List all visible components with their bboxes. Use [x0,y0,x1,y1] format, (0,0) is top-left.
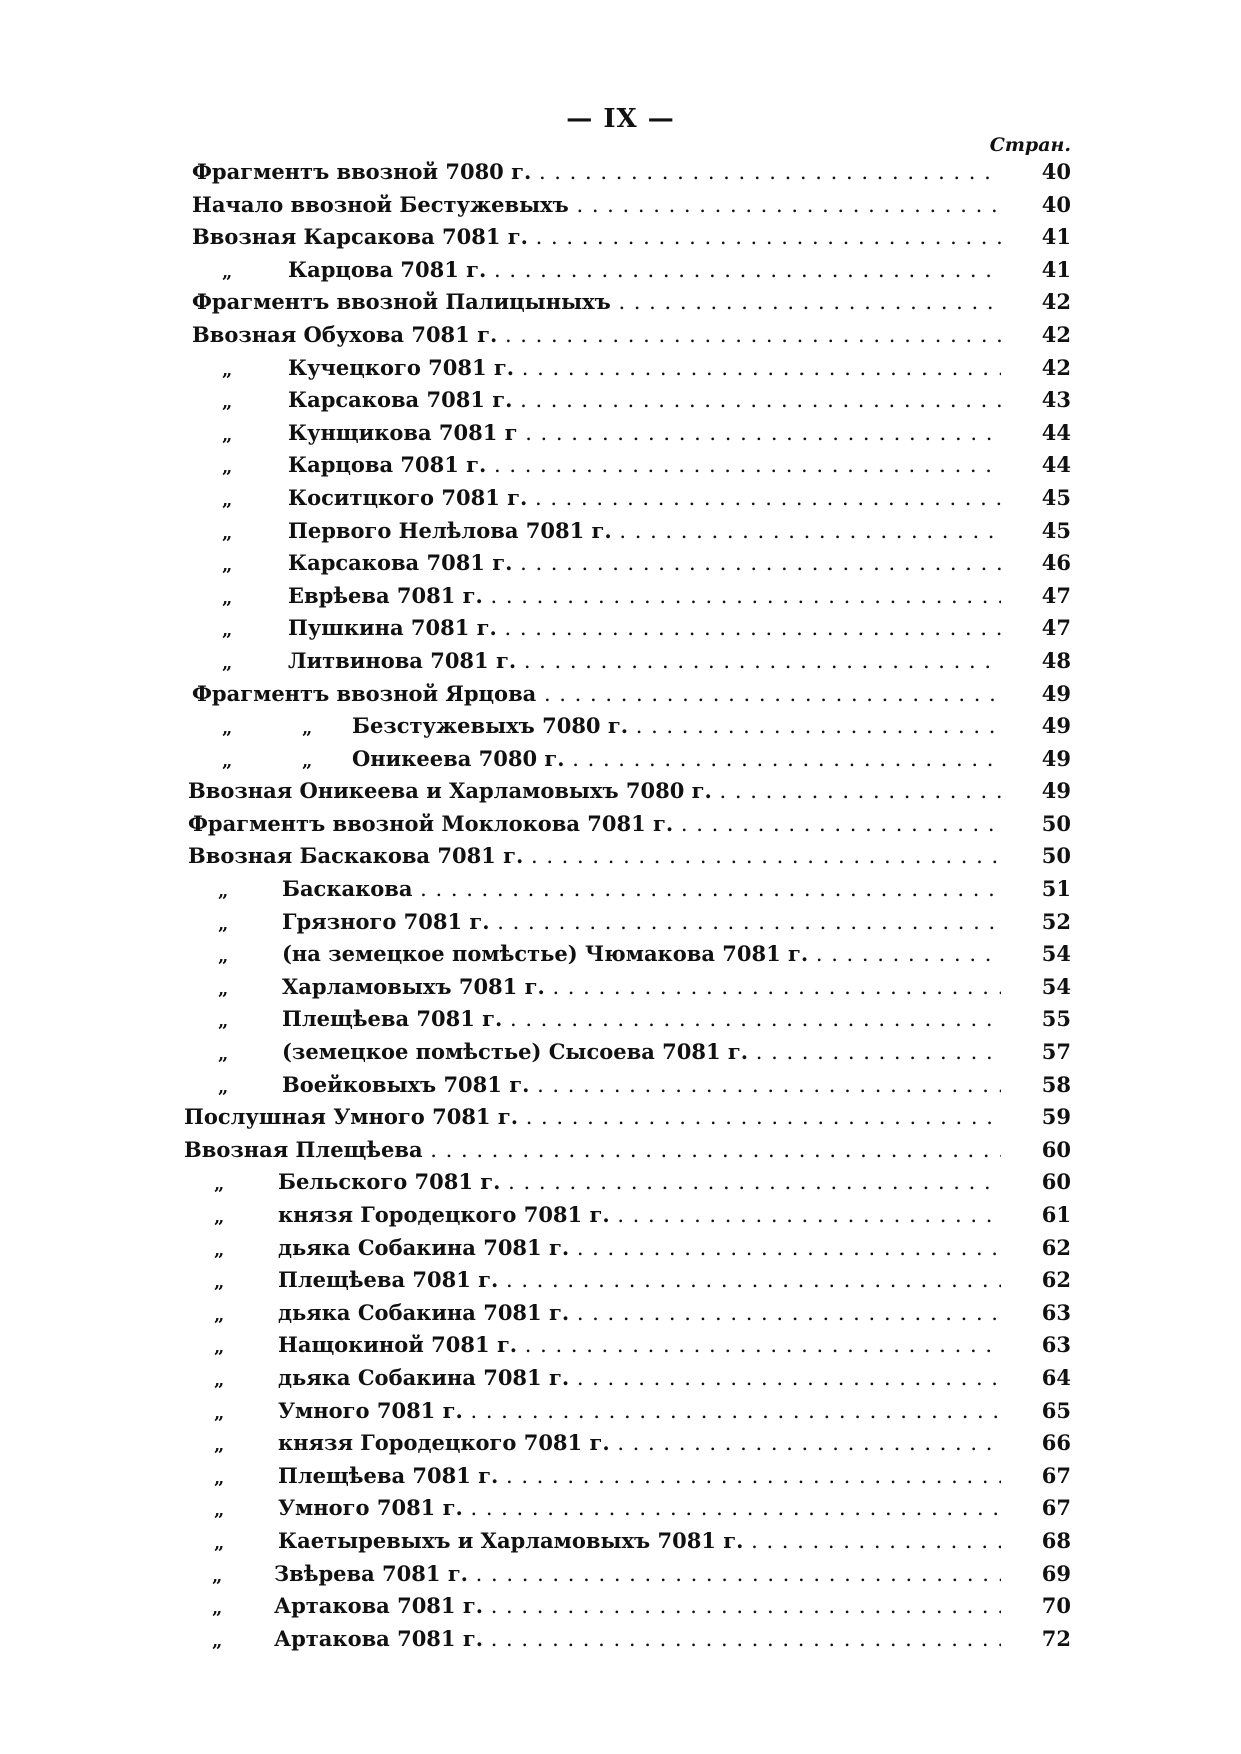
toc-entry-title: Баскакова . . . [282,873,1001,906]
toc-entry [0,1036,1241,1069]
ditto-mark: „ [218,1044,229,1066]
toc-entry [0,678,1241,711]
ditto-mark: „ [218,881,229,903]
toc-entry-page-number: 45 [1041,517,1071,543]
toc-entry-title: Звѣрева 7081 г. . . . [274,1558,1001,1591]
toc-entry-page-number: 49 [1041,778,1071,804]
ditto-mark: „ [222,489,233,511]
toc-entry-title: Фрагментъ ввозной Палицыныхъ . . . [192,286,1001,319]
toc-entry [0,449,1241,482]
toc-entry-page-number: 47 [1041,582,1071,608]
toc-entry-title: Фрагментъ ввозной Ярцова . . . [192,678,1001,711]
ditto-mark: „ [214,1337,225,1359]
ditto-mark: „ [222,555,233,577]
toc-entry-title: Харламовыхъ 7081 г. . . . [282,971,1001,1004]
ditto-mark: „ [222,620,233,642]
toc-entry-title: князя Городецкого 7081 г. . . . [278,1427,1001,1460]
toc-entry-page-number: 44 [1041,419,1071,445]
ditto-mark: „ [222,718,233,740]
toc-entry [0,319,1241,352]
toc-entry-page-number: 41 [1041,224,1071,250]
toc-entry-page-number: 46 [1041,550,1071,576]
ditto-mark: „ [218,1011,229,1033]
toc-entry-page-number: 47 [1041,615,1071,641]
toc-entry-title: Коситцкого 7081 г. . . . [288,482,1001,515]
toc-entry-title: Артакова 7081 г. . . . [274,1590,1001,1623]
toc-entry [0,1329,1241,1362]
toc-entry [0,938,1241,971]
toc-entry-page-number: 61 [1041,1202,1071,1227]
ditto-mark: „ [218,978,229,1000]
toc-entry-page-number: 60 [1041,1169,1071,1195]
toc-entry-page-number: 54 [1041,941,1071,967]
toc-entry-title: дьяка Собакина 7081 г. . . . [278,1297,1001,1330]
ditto-mark: „ [218,946,229,968]
toc-entry-title: Плещѣева 7081 г. . . . [282,1003,1001,1036]
toc-entry-title: Ввозная Плещѣева . . . [184,1134,1001,1167]
ditto-mark: „ [214,1207,225,1228]
toc-entry-page-number: 67 [1041,1495,1071,1521]
table-of-contents [0,156,1241,1655]
toc-entry [0,384,1241,417]
toc-entry-title: Карцова 7081 г. . . . [288,449,1001,482]
toc-entry-page-number: 72 [1041,1625,1071,1651]
toc-entry [0,221,1241,254]
toc-entry-page-number: 67 [1041,1462,1071,1488]
toc-entry-page-number: 40 [1041,191,1071,217]
toc-entry-title: Плещѣева 7081 г. . . . [278,1460,1001,1493]
toc-entry-title: Оникеева 7080 г. . . . [352,743,1001,776]
ditto-mark: „ [222,261,233,283]
toc-entry [0,1264,1241,1297]
toc-entry-title: Ввозная Карсакова 7081 г. . . . [192,221,1001,254]
toc-entry-title: Фрагментъ ввозной Моклокова 7081 г. . . . [188,808,1001,841]
toc-entry [0,482,1241,515]
ditto-mark: „ [214,1402,225,1424]
toc-entry-page-number: 40 [1041,159,1071,184]
toc-entry-page-number: 63 [1041,1332,1071,1358]
toc-entry-title: Первого Нелѣлова 7081 г. . . . [288,515,1001,548]
toc-entry-title: дьяка Собакина 7081 г. . . . [278,1362,1001,1395]
toc-entry-title: князя Городецкого 7081 г. . . . [278,1199,1001,1232]
toc-entry [0,156,1241,189]
toc-entry [0,1427,1241,1460]
toc-entry-page-number: 66 [1041,1430,1071,1456]
ditto-mark: „ [222,652,233,674]
toc-entry [0,417,1241,450]
ditto-mark: „ [214,1532,225,1554]
toc-entry-page-number: 49 [1041,745,1071,771]
ditto-mark: „ [214,1272,225,1294]
toc-entry-page-number: 41 [1041,256,1071,282]
ditto-mark: „ [218,913,229,935]
toc-entry-page-number: 64 [1041,1364,1071,1390]
toc-entry-title: Безстужевыхъ 7080 г. . . . [352,710,1001,743]
toc-entry-page-number: 68 [1041,1527,1071,1553]
toc-entry-page-number: 49 [1041,680,1071,706]
toc-entry-title: Еврѣева 7081 г. . . . [288,580,1001,613]
ditto-mark: „ [222,392,233,414]
toc-entry-page-number: 54 [1041,973,1071,999]
toc-entry [0,547,1241,580]
toc-entry [0,1492,1241,1525]
toc-entry-page-number: 48 [1041,647,1071,673]
toc-entry-title: Послушная Умного 7081 г. . . . [184,1101,1001,1134]
toc-entry-page-number: 55 [1041,1006,1071,1032]
toc-entry-page-number: 42 [1041,289,1071,315]
toc-entry-page-number: 44 [1041,452,1071,478]
toc-entry [0,189,1241,222]
ditto-mark: „ [222,750,233,772]
toc-entry-page-number: 42 [1041,321,1071,347]
toc-entry [0,873,1241,906]
ditto-mark: „ [212,1630,223,1652]
page-column-label: Стран. [989,134,1071,156]
ditto-mark: „ [222,424,233,446]
toc-entry-page-number: 62 [1041,1234,1071,1260]
toc-entry-title: Умного 7081 г. . . . [278,1395,1001,1428]
toc-entry-title: (на земецкое помѣстье) Чюмакова 7081 г. . . . [282,938,1001,971]
page-header: — IX — [566,104,675,134]
ditto-mark: „ [214,1174,225,1196]
toc-entry [0,1525,1241,1558]
toc-entry-page-number: 52 [1041,908,1071,934]
toc-entry [0,286,1241,319]
toc-entry [0,1134,1241,1167]
ditto-mark: „ [214,1304,225,1326]
toc-entry [0,1003,1241,1036]
toc-entry-title: Литвинова 7081 г. . . . [288,645,1001,678]
toc-entry-title: Плещѣева 7081 г. . . . [278,1264,1001,1297]
toc-entry-page-number: 51 [1041,876,1071,902]
toc-entry-title: Умного 7081 г. . . . [278,1492,1001,1525]
toc-entry [0,906,1241,939]
toc-entry [0,612,1241,645]
ditto-mark: „ [212,1598,223,1620]
ditto-mark: „ [212,1565,223,1587]
toc-entry-page-number: 49 [1041,713,1071,739]
toc-entry-title: Грязного 7081 г. . . . [282,906,1001,939]
toc-entry [0,743,1241,776]
toc-entry [0,1166,1241,1199]
toc-entry [0,645,1241,678]
toc-entry-title: Нащокиной 7081 г. . . . [278,1329,1001,1362]
toc-entry-title: Карцова 7081 г. . . . [288,254,1001,287]
toc-entry-page-number: 50 [1041,810,1071,836]
toc-entry [0,1232,1241,1265]
toc-entry-title: Воейковыхъ 7081 г. . . . [282,1069,1001,1102]
toc-entry-page-number: 62 [1041,1267,1071,1293]
toc-entry-title: Пушкина 7081 г. . . . [288,612,1001,645]
toc-entry-title: Карсакова 7081 г. . . . [288,384,1001,417]
toc-entry [0,515,1241,548]
toc-entry-page-number: 45 [1041,484,1071,510]
toc-entry [0,971,1241,1004]
toc-entry [0,808,1241,841]
toc-entry [0,1623,1241,1656]
toc-entry-page-number: 69 [1041,1560,1071,1586]
ditto-mark: „ [214,1467,225,1489]
ditto-mark: „ [214,1369,225,1391]
toc-entry-page-number: 42 [1041,354,1071,380]
toc-entry-page-number: 60 [1041,1136,1071,1162]
ditto-mark: „ [222,457,233,479]
ditto-mark: „ [214,1239,225,1261]
toc-entry-title: Каетыревыхъ и Харламовыхъ 7081 г. . . . [278,1525,1001,1558]
toc-entry [0,580,1241,613]
toc-entry [0,1395,1241,1428]
toc-entry-title: Артакова 7081 г. . . . [274,1623,1001,1656]
toc-entry [0,1558,1241,1591]
toc-entry [0,1460,1241,1493]
toc-entry-title: Ввозная Оникеева и Харламовыхъ 7080 г. . . . [188,775,1001,808]
toc-entry [0,775,1241,808]
toc-entry-title: (земецкое помѣстье) Сысоева 7081 г. . . . [282,1036,1001,1069]
ditto-mark: „ [222,587,233,609]
toc-entry [0,1069,1241,1102]
ditto-mark: „ [222,359,233,381]
toc-entry-page-number: 65 [1041,1397,1071,1423]
toc-entry [0,254,1241,287]
ditto-mark: „ [214,1500,225,1522]
toc-entry-title: Ввозная Баскакова 7081 г. . . . [188,840,1001,873]
toc-entry [0,352,1241,385]
toc-entry [0,1590,1241,1623]
toc-entry-title: Фрагментъ ввозной 7080 г. . . . [192,156,1001,189]
ditto-mark: „ [218,1076,229,1098]
toc-entry [0,1101,1241,1134]
toc-entry [0,1297,1241,1330]
toc-entry-title: Кучецкого 7081 г. . . . [288,352,1001,385]
ditto-mark-secondary: „ [302,750,313,772]
toc-entry-title: Ввозная Обухова 7081 г. . . . [192,319,1001,352]
toc-entry-page-number: 57 [1041,1039,1071,1065]
toc-entry-title: дьяка Собакина 7081 г. . . . [278,1232,1001,1265]
ditto-mark-secondary: „ [302,718,313,740]
ditto-mark: „ [222,522,233,544]
ditto-mark: „ [214,1435,225,1457]
toc-entry-title: Кунщикова 7081 г . . . [288,417,1001,450]
toc-entry-title: Бельского 7081 г. . . . [278,1166,1001,1199]
toc-entry-page-number: 70 [1041,1593,1071,1619]
toc-entry-page-number: 58 [1041,1071,1071,1097]
toc-entry-page-number: 50 [1041,843,1071,869]
toc-entry-page-number: 43 [1041,387,1071,413]
toc-entry-title: Карсакова 7081 г. . . . [288,547,1001,580]
toc-entry-page-number: 63 [1041,1299,1071,1325]
toc-entry [0,1362,1241,1395]
toc-entry-page-number: 59 [1041,1104,1071,1130]
toc-entry [0,710,1241,743]
toc-entry-title: Начало ввозной Бестужевыхъ . . . [192,189,1001,222]
toc-entry [0,1199,1241,1232]
toc-entry [0,840,1241,873]
